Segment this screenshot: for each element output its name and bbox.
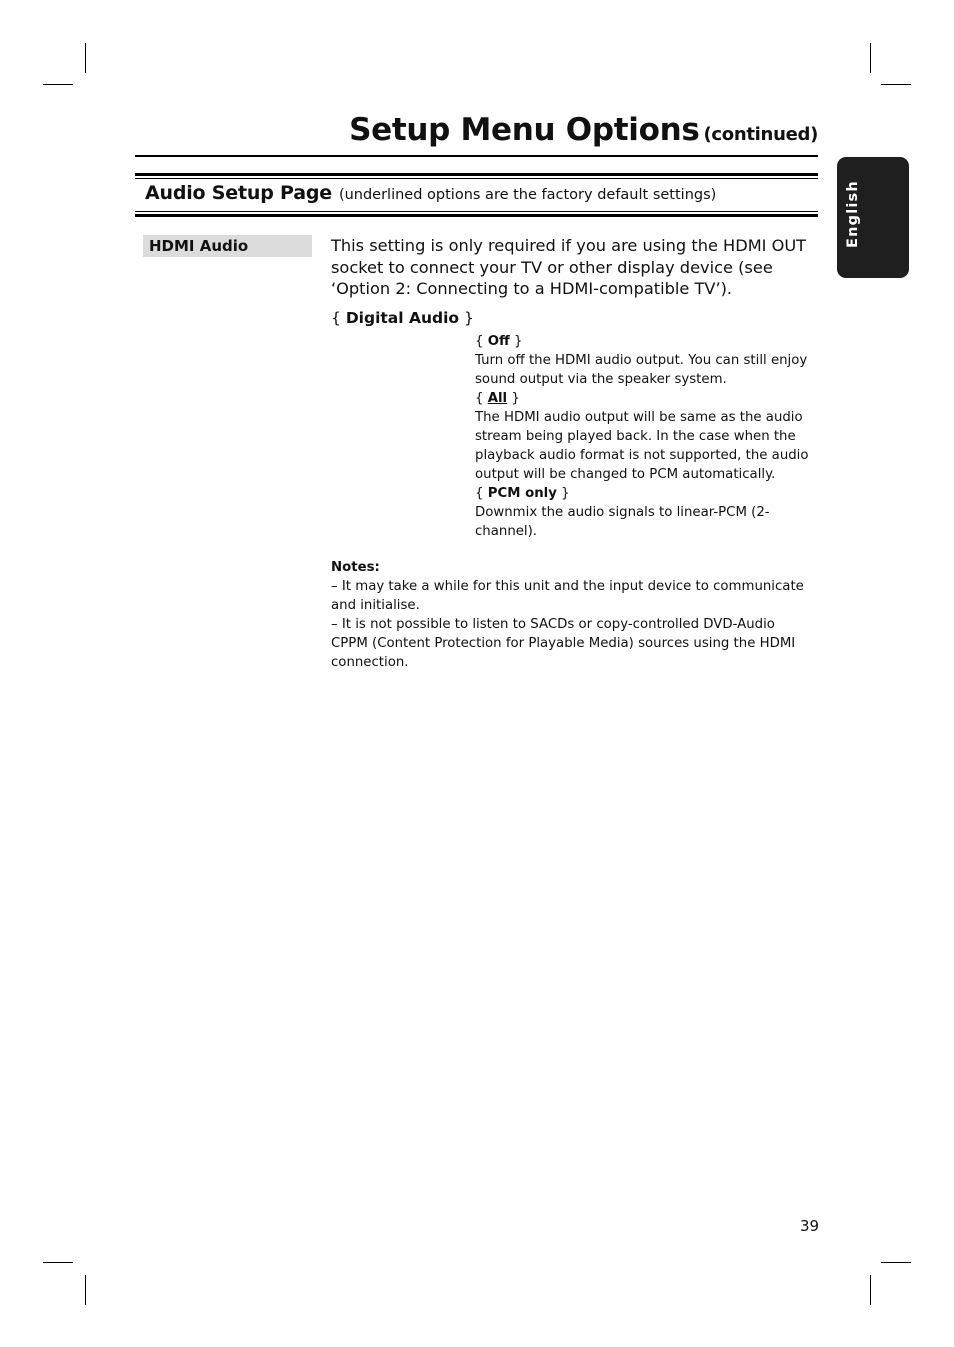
option-list (475, 332, 810, 541)
note-item: – It is not possible to listen to SACDs or copy-controlled DVD-Audio CPPM (Content Protection for Playable Media) sources using the HDMI connection. (331, 617, 796, 670)
crop-mark (43, 84, 73, 85)
language-tab-label: English (845, 180, 861, 248)
section-rule-top-thin (135, 178, 818, 179)
option-all-default: { All } (475, 391, 520, 406)
setting-label: HDMI Audio (149, 237, 249, 255)
section-rule-top-thick (135, 173, 818, 176)
option-off: { Off } (475, 334, 523, 349)
option-name: Off (487, 334, 510, 349)
section-header (135, 182, 818, 210)
section-rule-bottom-thick (135, 214, 818, 217)
crop-mark (870, 1275, 871, 1305)
option-group-name: Digital Audio (345, 309, 460, 327)
setting-label-box (143, 235, 312, 257)
page-title: Setup Menu Options (continued) (349, 112, 818, 148)
notes-heading: Notes: (331, 560, 380, 575)
notes-block (331, 558, 806, 672)
option-description: Downmix the audio signals to linear-PCM (2-channel). (475, 505, 770, 539)
option-name: PCM only (487, 486, 557, 501)
section-rule-bottom-thin (135, 211, 818, 212)
option-description: The HDMI audio output will be same as the audio stream being played back. In the case when the playback audio format is not supported, the audio output will be changed to PCM automatically. (475, 410, 809, 482)
crop-mark (85, 43, 86, 73)
crop-mark (881, 1262, 911, 1263)
note-item: – It may take a while for this unit and the input device to communicate and initialise. (331, 579, 804, 613)
section-heading: Audio Setup Page (145, 182, 332, 204)
crop-mark (881, 84, 911, 85)
option-name: All (487, 391, 508, 406)
setting-intro: This setting is only required if you are using the HDMI OUT socket to connect your TV or other display device (see ‘Option 2: Connecting to a HDMI-compatible TV’). (331, 236, 807, 298)
option-pcm-only: { PCM only } (475, 486, 570, 501)
title-rule (135, 155, 818, 157)
page-number: 39 (800, 1217, 820, 1235)
option-group-heading: { Digital Audio } (331, 309, 474, 327)
section-note: (underlined options are the factory default settings) (338, 187, 717, 203)
crop-mark (43, 1262, 73, 1263)
page-title-suffix: (continued) (703, 124, 818, 145)
crop-mark (85, 1275, 86, 1305)
crop-mark (870, 43, 871, 73)
option-description: Turn off the HDMI audio output. You can still enjoy sound output via the speaker system. (475, 353, 808, 387)
